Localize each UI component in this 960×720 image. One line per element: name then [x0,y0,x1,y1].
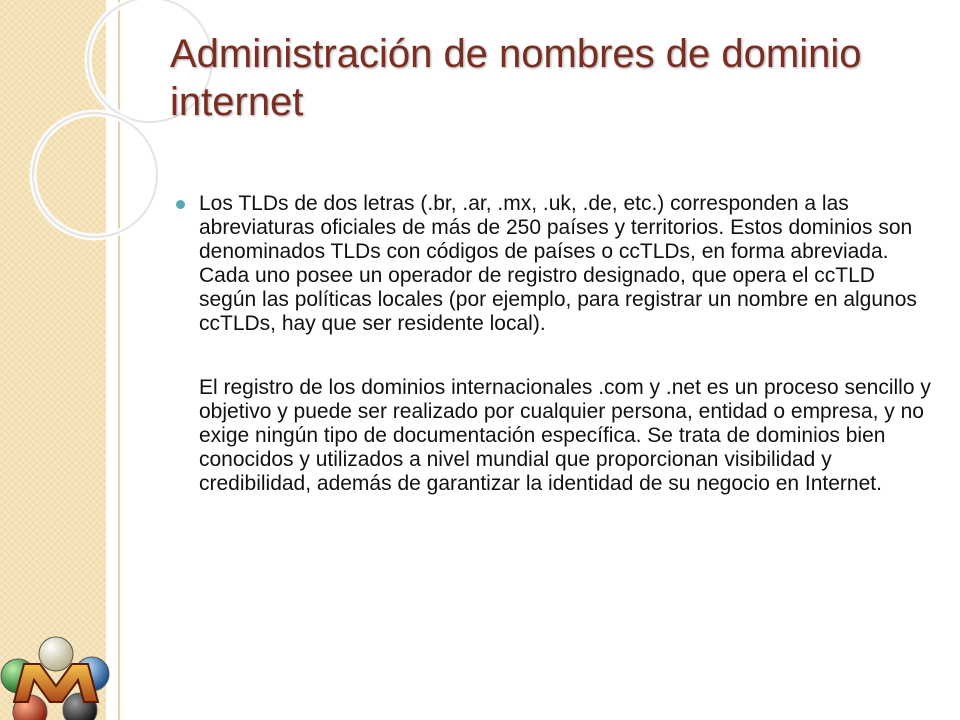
slide-title: Administración de nombres de dominio internet [170,32,862,124]
magic-m-logo-icon [0,630,112,720]
bullet-item [176,192,936,336]
paragraph-cctld: Los TLDs de dos letras (.br, .ar, .mx, .uk, .de, etc.) corresponden a las abreviaturas oficiales de más de 250 países y territorios. Estos dominios son denominados TLDs con códigos de países o ccTLDs, en forma abreviada. Cada uno posee un operador de registro designado, que opera el ccTLD según las políticas locales (por ejemplo, para registrar un nombre en algunos ccTLDs, hay que ser residente local). [199,192,917,335]
paragraph-com-net: El registro de los dominios internacionales .com y .net es un proceso sencillo y objetivo y puede ser realizado por cualquier persona, entidad o empresa, y no exige ningún tipo de documentación específica. Se trata de dominios bien conocidos y utilizados a nivel mundial que proporcionan visibilidad y credibilidad, además de garantizar la identidad de su negocio en Internet. [199,376,931,495]
bullet-dot-icon [176,200,185,209]
slide-content [176,192,936,496]
